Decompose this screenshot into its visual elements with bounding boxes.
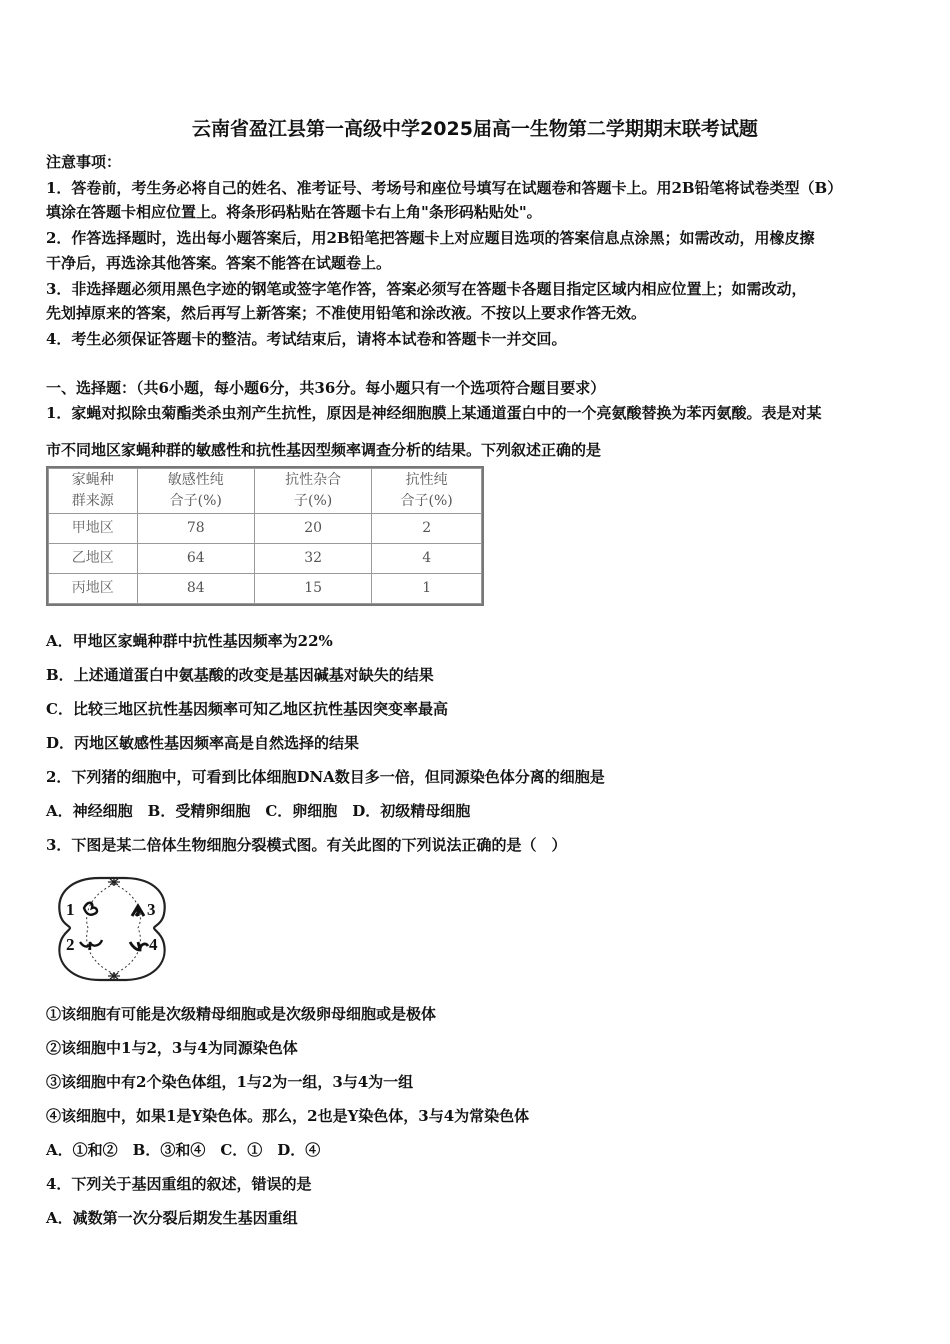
table-header: 抗性杂合 子(%) [254,469,371,514]
question-4-stem: 4．下列关于基因重组的叙述，错误的是 [46,1175,312,1193]
table-cell: 32 [254,544,371,574]
chromosome-label: 2 [66,935,75,954]
chromosome-label: 1 [66,900,75,919]
centriole-top [108,878,120,886]
question-1-stem: 1．家蝇对拟除虫菊酯类杀虫剂产生抗性，原因是神经细胞膜上某通道蛋白中的一个亮氨酸替换为苯丙氨酸。表是对某 [46,404,822,422]
section-heading: 一、选择题：（共6小题，每小题6分，共36分。每小题只有一个选项符合题目要求） [46,379,606,397]
notice-line: 2．作答选择题时，选出每小题答案后，用2B铅笔把答题卡上对应题目选项的答案信息点涂黑；如需改动，用橡皮擦 [46,229,815,247]
q3-statement-2: ②该细胞中1与2，3与4为同源染色体 [46,1039,298,1057]
table-header: 家蝇种 群来源 [49,469,138,514]
notice-line: 先划掉原来的答案，然后再写上新答案；不准使用铅笔和涂改液。不按以上要求作答无效。 [46,304,647,322]
question-3-stem: 3．下图是某二倍体生物细胞分裂模式图。有关此图的下列说法正确的是（ ） [46,836,567,854]
cell-division-diagram [52,872,172,984]
question-2-stem: 2．下列猪的细胞中，可看到比体细胞DNA数目多一倍，但同源染色体分离的细胞是 [46,768,605,786]
notice-line: 填涂在答题卡相应位置上。将条形码粘贴在答题卡右上角"条形码粘贴处"。 [46,203,542,221]
q3-statement-1: ①该细胞有可能是次级精母细胞或是次级卵母细胞或是极体 [46,1005,437,1023]
table-cell: 20 [254,514,371,544]
table-cell: 4 [372,544,482,574]
q3-statement-3: ③该细胞中有2个染色体组，1与2为一组，3与4为一组 [46,1073,414,1091]
table-cell: 2 [372,514,482,544]
table-cell: 1 [372,574,482,604]
q1-option-d: D．丙地区敏感性基因频率高是自然选择的结果 [46,734,360,752]
question-2-options: A．神经细胞 B．受精卵细胞 C．卵细胞 D．初级精母细胞 [46,802,471,820]
spindle-fibers [87,884,141,974]
table-cell: 丙地区 [49,574,138,604]
notice-heading: 注意事项： [46,153,122,171]
q1-option-a: A．甲地区家蝇种群中抗性基因频率为22% [46,632,333,650]
frequency-table [46,466,484,606]
q1-option-b: B．上述通道蛋白中氨基酸的改变是基因碱基对缺失的结果 [46,666,434,684]
table-row [49,544,482,574]
chromosome-4 [130,942,148,950]
notice-line: 3．非选择题必须用黑色字迹的钢笔或签字笔作答，答案必须写在答题卡各题目指定区域内相应位置上；如需改动， [46,280,807,298]
q1-option-c: C．比较三地区抗性基因频率可知乙地区抗性基因突变率最高 [46,700,448,718]
centriole-bottom [108,972,120,980]
table-cell: 15 [254,574,371,604]
q4-option-a: A．减数第一次分裂后期发生基因重组 [46,1209,298,1227]
question-1-stem-cont: 市不同地区家蝇种群的敏感性和抗性基因型频率调查分析的结果。下列叙述正确的是 [46,441,602,459]
table-cell: 78 [137,514,254,544]
chromosome-label: 3 [147,900,156,919]
chromosome-2 [80,940,102,950]
table-cell: 64 [137,544,254,574]
table-cell: 甲地区 [49,514,138,544]
table-cell: 乙地区 [49,544,138,574]
chromosome-3 [132,906,144,916]
table-cell: 84 [137,574,254,604]
notice-line: 4．考生必须保证答题卡的整洁。考试结束后，请将本试卷和答题卡一并交回。 [46,330,567,348]
cell-membrane [59,878,164,980]
notice-line: 干净后，再选涂其他答案。答案不能答在试题卷上。 [46,254,392,272]
table-header: 抗性纯 合子(%) [372,469,482,514]
chromosome-label: 4 [149,935,158,954]
table-row [49,514,482,544]
page-title: 云南省盈江县第一高级中学2025届高一生物第二学期期末联考试题 [192,118,758,140]
table-header: 敏感性纯 合子(%) [137,469,254,514]
question-3-options: A．①和② B．③和④ C．① D．④ [46,1141,321,1159]
q3-statement-4: ④该细胞中，如果1是Y染色体。那么，2也是Y染色体，3与4为常染色体 [46,1107,530,1125]
table-row [49,574,482,604]
notice-line: 1．答卷前，考生务必将自己的姓名、准考证号、考场号和座位号填写在试题卷和答题卡上。用2B铅笔将试卷类型（B） [46,179,843,197]
